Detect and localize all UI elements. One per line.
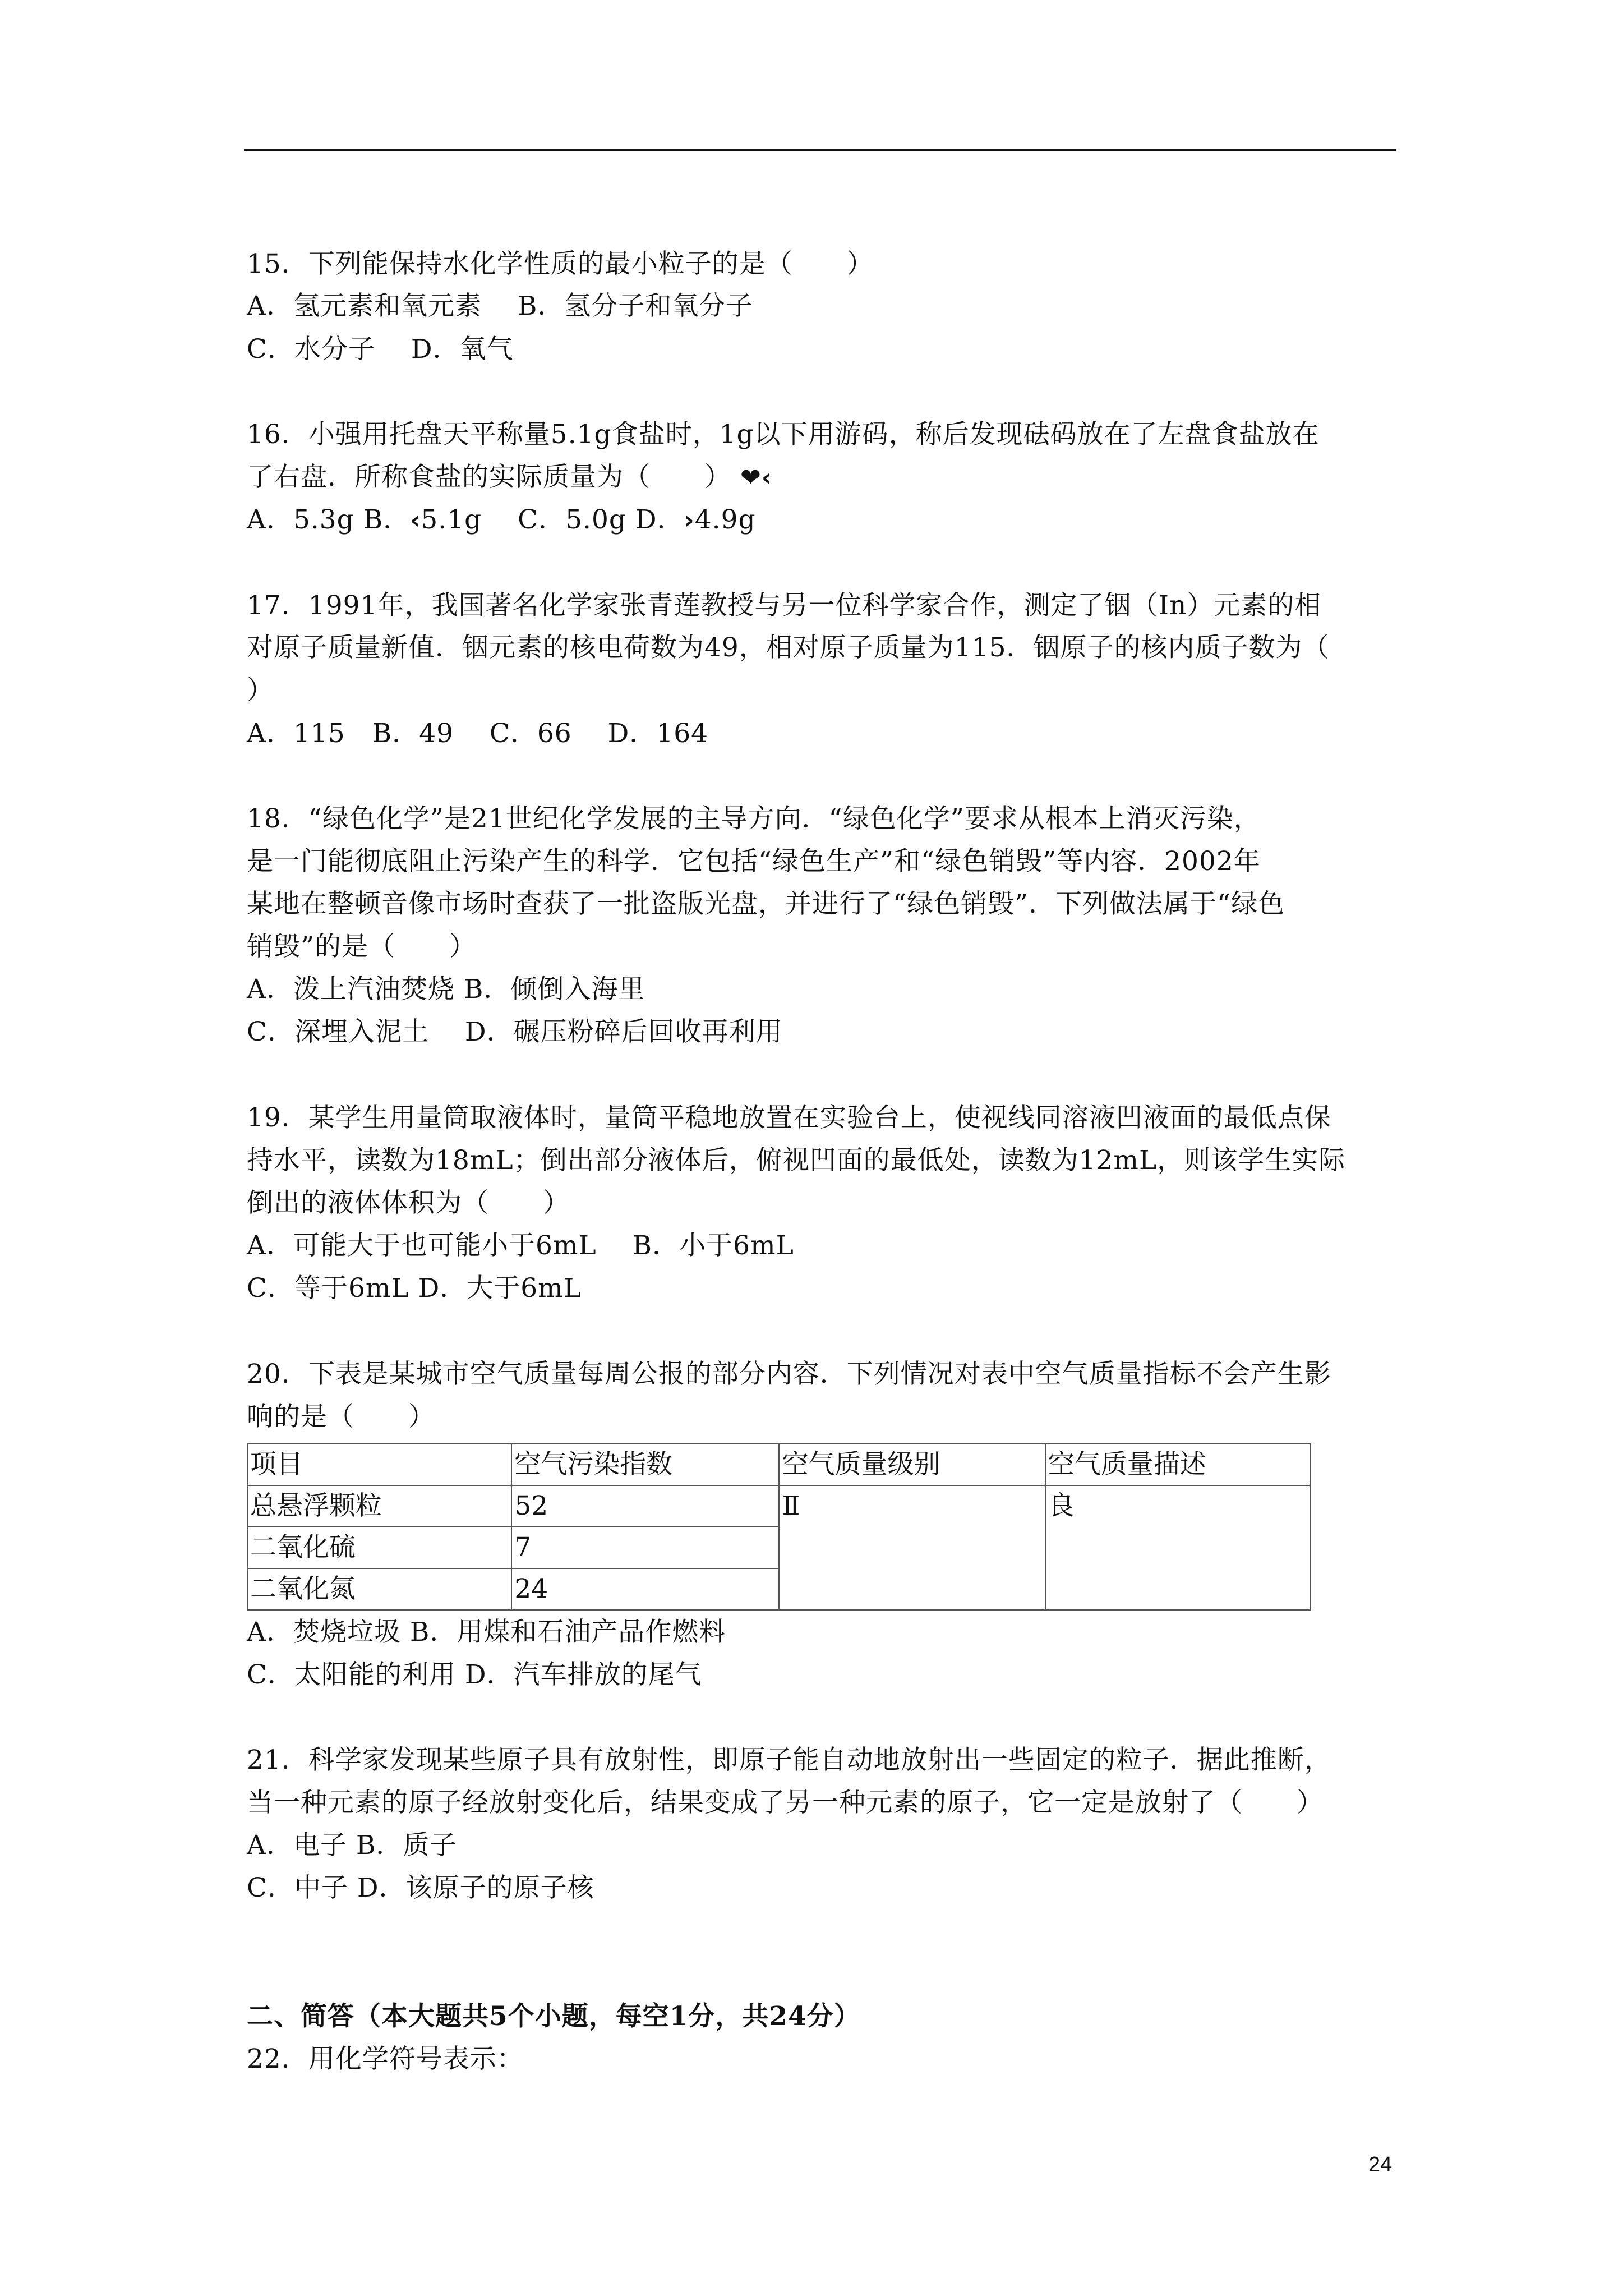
q19-stem-2: 持水平，读数为18mL；倒出部分液体后，俯视凹面的最低处，读数为12mL，则该学生实际: [247, 1145, 1346, 1176]
air-quality-table: [247, 1443, 1311, 1611]
table-header-cell: 空气质量级别: [779, 1444, 1045, 1485]
table-header-row: [247, 1444, 1310, 1485]
q18-stem-3: 某地在整顿音像市场时查获了一批盗版光盘，并进行了“绿色销毁”．下列做法属于“绿色: [247, 889, 1285, 919]
q20-options-1: A．焚烧垃圾 B．用煤和石油产品作燃料: [247, 1617, 726, 1648]
q17-options: A．115 B．49 C．66 D．164: [247, 718, 709, 749]
q16-option-d: 4.9g: [694, 504, 756, 535]
table-cell-description: 良: [1045, 1485, 1310, 1610]
table-cell: 二氧化氮: [247, 1568, 511, 1610]
q20-stem-1: 20．下表是某城市空气质量每周公报的部分内容．下列情况对表中空气质量指标不会产生影: [247, 1359, 1331, 1389]
table-row: [247, 1485, 1310, 1527]
q20-stem-2: 响的是（ ）: [247, 1401, 435, 1432]
q18-stem-4: 销毁”的是（ ）: [247, 931, 477, 962]
header-rule: [244, 149, 1396, 151]
q21-stem-2: 当一种元素的原子经放射变化后，结果变成了另一种元素的原子，它一定是放射了（ ）: [247, 1787, 1324, 1818]
q15-options-1: A．氢元素和氧元素 B．氢分子和氧分子: [247, 291, 753, 321]
less-than-symbol: ‹: [410, 506, 421, 535]
q22-stem: 22．用化学符号表示：: [247, 2044, 524, 2074]
q19-options-2: C．等于6mL D．大于6mL: [247, 1273, 582, 1304]
table-header-cell: 项目: [247, 1444, 511, 1485]
q16-stem-1: 16．小强用托盘天平称量5.1g食盐时，1g以下用游码，称后发现砝码放在了左盘食盐放在: [247, 419, 1320, 450]
q18-options-2: C．深埋入泥土 D．碾压粉碎后回收再利用: [247, 1016, 783, 1047]
table-header-cell: 空气污染指数: [511, 1444, 779, 1485]
greater-than-symbol: ›: [684, 506, 695, 535]
table-cell: 二氧化硫: [247, 1527, 511, 1568]
table-cell-level: Ⅱ: [779, 1485, 1045, 1610]
table-header-cell: 空气质量描述: [1045, 1444, 1310, 1485]
q17-stem-1: 17．1991年，我国著名化学家张青莲教授与另一位科学家合作，测定了铟（In）元素的相: [247, 590, 1322, 621]
q17-stem-2: 对原子质量新值．铟元素的核电荷数为49，相对原子质量为115．铟原子的核内质子数为（: [247, 632, 1330, 663]
q18-options-1: A．泼上汽油焚烧 B．倾倒入海里: [247, 974, 645, 1005]
q21-options-1: A．电子 B．质子: [247, 1830, 457, 1861]
q15-stem: 15．下列能保持水化学性质的最小粒子的是（ ）: [247, 249, 874, 279]
q19-options-1: A．可能大于也可能小于6mL B．小于6mL: [247, 1230, 794, 1261]
q17-stem-3: ）: [247, 675, 274, 706]
page-number: 24: [1368, 2153, 1393, 2177]
q20-options-2: C．太阳能的利用 D．汽车排放的尾气: [247, 1659, 702, 1690]
q16-stem-2-text: 了右盘．所称食盐的实际质量为（ ）: [247, 462, 731, 493]
table-cell: 24: [511, 1568, 779, 1610]
q19-stem-1: 19．某学生用量筒取液体时，量筒平稳地放置在实验台上，使视线同溶液凹液面的最低点保: [247, 1102, 1331, 1133]
table-cell: 总悬浮颗粒: [247, 1485, 511, 1527]
q18-stem-1: 18．“绿色化学”是21世纪化学发展的主导方向．“绿色化学”要求从根本上消灭污染，: [247, 803, 1261, 834]
q18-stem-2: 是一门能彻底阻止污染产生的科学．它包括“绿色生产”和“绿色销毁”等内容．2002年: [247, 846, 1261, 877]
q19-stem-3: 倒出的液体体积为（ ）: [247, 1188, 570, 1218]
q16-options: [247, 501, 756, 539]
q16-stem-2: [247, 459, 772, 496]
q16-option-bc: 5.1g C．5.0g D．: [421, 504, 684, 535]
q15-options-2: C．水分子 D．氧气: [247, 334, 514, 365]
q21-options-2: C．中子 D．该原子的原子核: [247, 1872, 594, 1903]
section-2-title: 二、简答（本大题共5个小题，每空1分，共24分）: [247, 2001, 861, 2032]
heart-arrow-symbols: ❤‹: [740, 463, 772, 492]
q16-option-a: A．5.3g B．: [247, 504, 411, 535]
table-cell: 52: [511, 1485, 779, 1527]
table-cell: 7: [511, 1527, 779, 1568]
q21-stem-1: 21．科学家发现某些原子具有放射性，即原子能自动地放射出一些固定的粒子．据此推断，: [247, 1745, 1331, 1775]
